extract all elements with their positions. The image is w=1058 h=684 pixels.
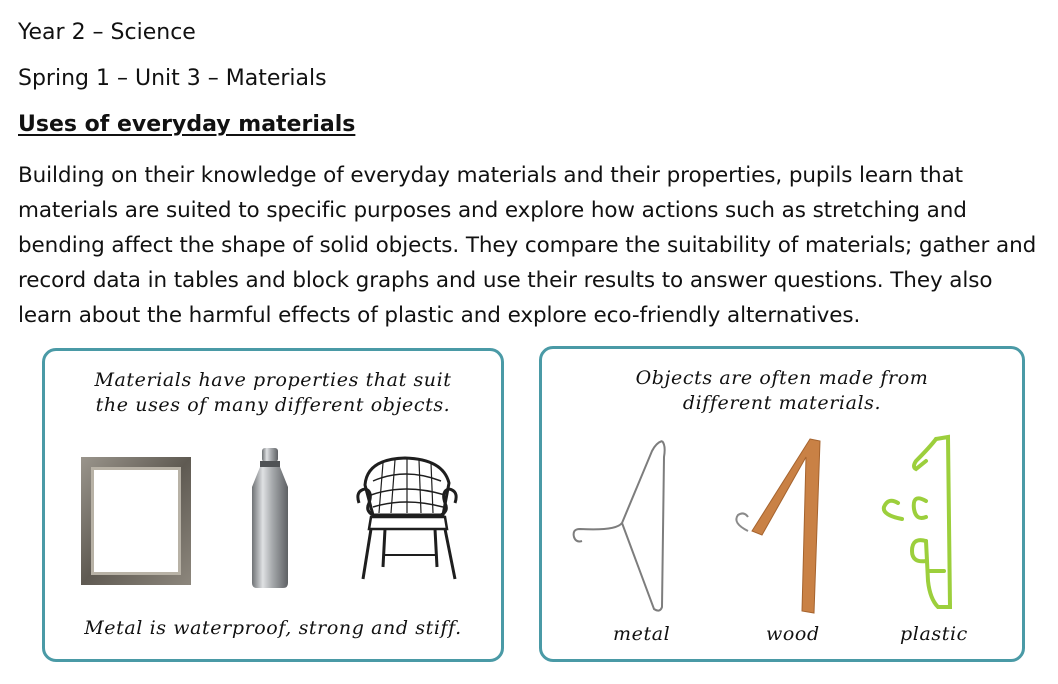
wood-hanger-image xyxy=(736,439,820,613)
picture-frame-image xyxy=(79,455,193,587)
plastic-hanger-image xyxy=(872,431,972,619)
materials-caption-line2: different materials. xyxy=(682,392,882,414)
materials-caption-line1: Objects are often made from xyxy=(635,367,929,389)
plastic-label: plastic xyxy=(900,623,968,645)
materials-card xyxy=(539,346,1025,662)
properties-caption-line2: the uses of many different objects. xyxy=(95,394,451,416)
intro-paragraph: Building on their knowledge of everyday materials and their properties, pupils learn that materials are suited to specific purposes and explore how actions such as stretching and bending affect the shape of solid objects. They compare the suitability of materials; gather and record data in tables and block graphs and use their results to answer questions. They also learn about the harmful effects of plastic and explore eco-friendly alternatives. xyxy=(18,163,1037,328)
wood-label: wood xyxy=(766,623,820,645)
metal-label: metal xyxy=(613,623,671,645)
metal-chair-image xyxy=(355,455,461,581)
properties-card xyxy=(42,348,504,662)
properties-caption-line1: Materials have properties that suit xyxy=(94,369,452,391)
properties-footer: Metal is waterproof, strong and stiff. xyxy=(84,617,462,639)
metal-bottle-image xyxy=(249,447,291,589)
page-title: Uses of everyday materials xyxy=(18,112,356,137)
metal-hanger-image xyxy=(566,437,676,615)
year-subject: Year 2 – Science xyxy=(18,20,196,45)
term-unit: Spring 1 – Unit 3 – Materials xyxy=(18,66,327,91)
